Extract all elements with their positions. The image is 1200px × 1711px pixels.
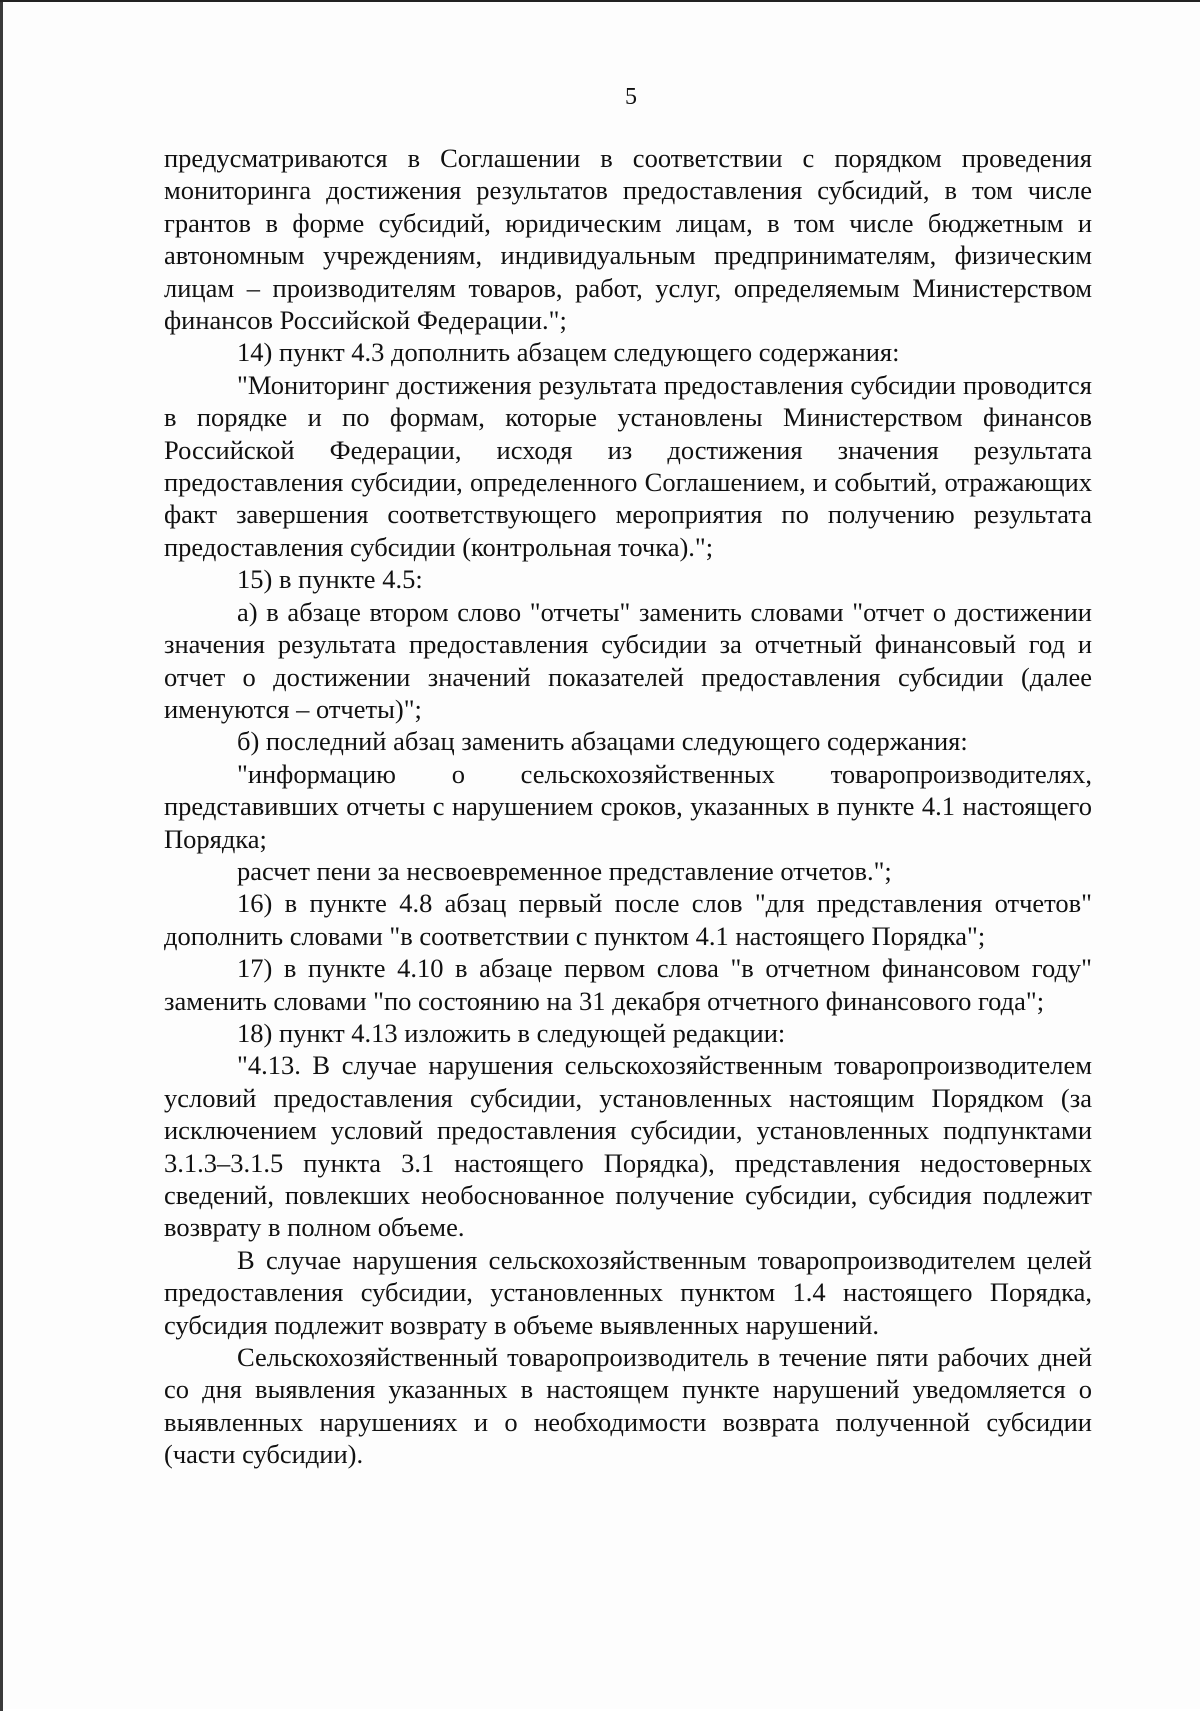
paragraph: 17) в пункте 4.10 в абзаце первом слова "в отчетном финансовом году" заменить словами "по состоянию на 31 декабря отчетного финансового года";	[164, 953, 1092, 1016]
paragraph: В случае нарушения сельскохозяйственным товаропроизводителем целей предоставления субсидии, установленных пунктом 1.4 настоящего Порядка, субсидия подлежит возврату в объеме выявленных нарушений.	[164, 1244, 1092, 1340]
paragraph: 14) пункт 4.3 дополнить абзацем следующего содержания:	[237, 337, 900, 368]
paragraph: 15) в пункте 4.5:	[237, 564, 423, 595]
paragraph: а) в абзаце втором слово "отчеты" заменить словами "отчет о достижении значения результата предоставления субсидии за отчетный финансовый год и отчет о достижении значений показателей предоставления субсидии (далее именуются – отчеты)";	[164, 596, 1092, 724]
paragraph: расчет пени за несвоевременное представление отчетов.";	[237, 855, 892, 886]
paragraph: 16) в пункте 4.8 абзац первый после слов "для представления отчетов" дополнить словами "в соответствии с пунктом 4.1 настоящего Порядка";	[164, 888, 1092, 951]
paragraph: 18) пункт 4.13 изложить в следующей редакции:	[237, 1017, 786, 1048]
page-number: 5	[625, 84, 637, 110]
paragraph: б) последний абзац заменить абзацами следующего содержания:	[237, 726, 968, 757]
paragraph: Сельскохозяйственный товаропроизводитель в течение пяти рабочих дней со дня выявления указанных в настоящем пункте нарушений уведомляется о выявленных нарушениях и о необходимости возврата полученной субсидии (части субсидии).	[164, 1342, 1092, 1470]
scan-edge	[0, 2, 3, 1711]
paragraph: "4.13. В случае нарушения сельскохозяйственным товаропроизводителем условий предоставления субсидии, установленных настоящим Порядком (за исключением условий предоставления субсидии, установленных подпунктами 3.1.3–3.1.5 пункта 3.1 настоящего Порядка), представления недостоверных сведений, повлекших необоснованное получение субсидии, субсидия подлежит возврату в полном объеме.	[164, 1050, 1092, 1243]
paragraph: предусматриваются в Соглашении в соответствии с порядком проведения мониторинга достижения результатов предоставления субсидий, в том числе грантов в форме субсидий, юридическим лицам, в том числе бюджетным и автономным учреждениям, индивидуальным предпринимателям, физическим лицам – производителям товаров, работ, услуг, определяемым Министерством финансов Российской Федерации.";	[164, 143, 1092, 336]
paragraph: "Мониторинг достижения результата предоставления субсидии проводится в порядке и по формам, которые установлены Министерством финансов Российской Федерации, исходя из достижения значения результата предоставления субсидии, определенного Соглашением, и событий, отражающих факт завершения соответствующего мероприятия по получению результата предоставления субсидии (контрольная точка).";	[164, 369, 1092, 562]
document-body	[164, 142, 1092, 1471]
paragraph: "информацию о сельскохозяйственных товаропроизводителях, представивших отчеты с нарушением сроков, указанных в пункте 4.1 настоящего Порядка;	[164, 758, 1092, 854]
